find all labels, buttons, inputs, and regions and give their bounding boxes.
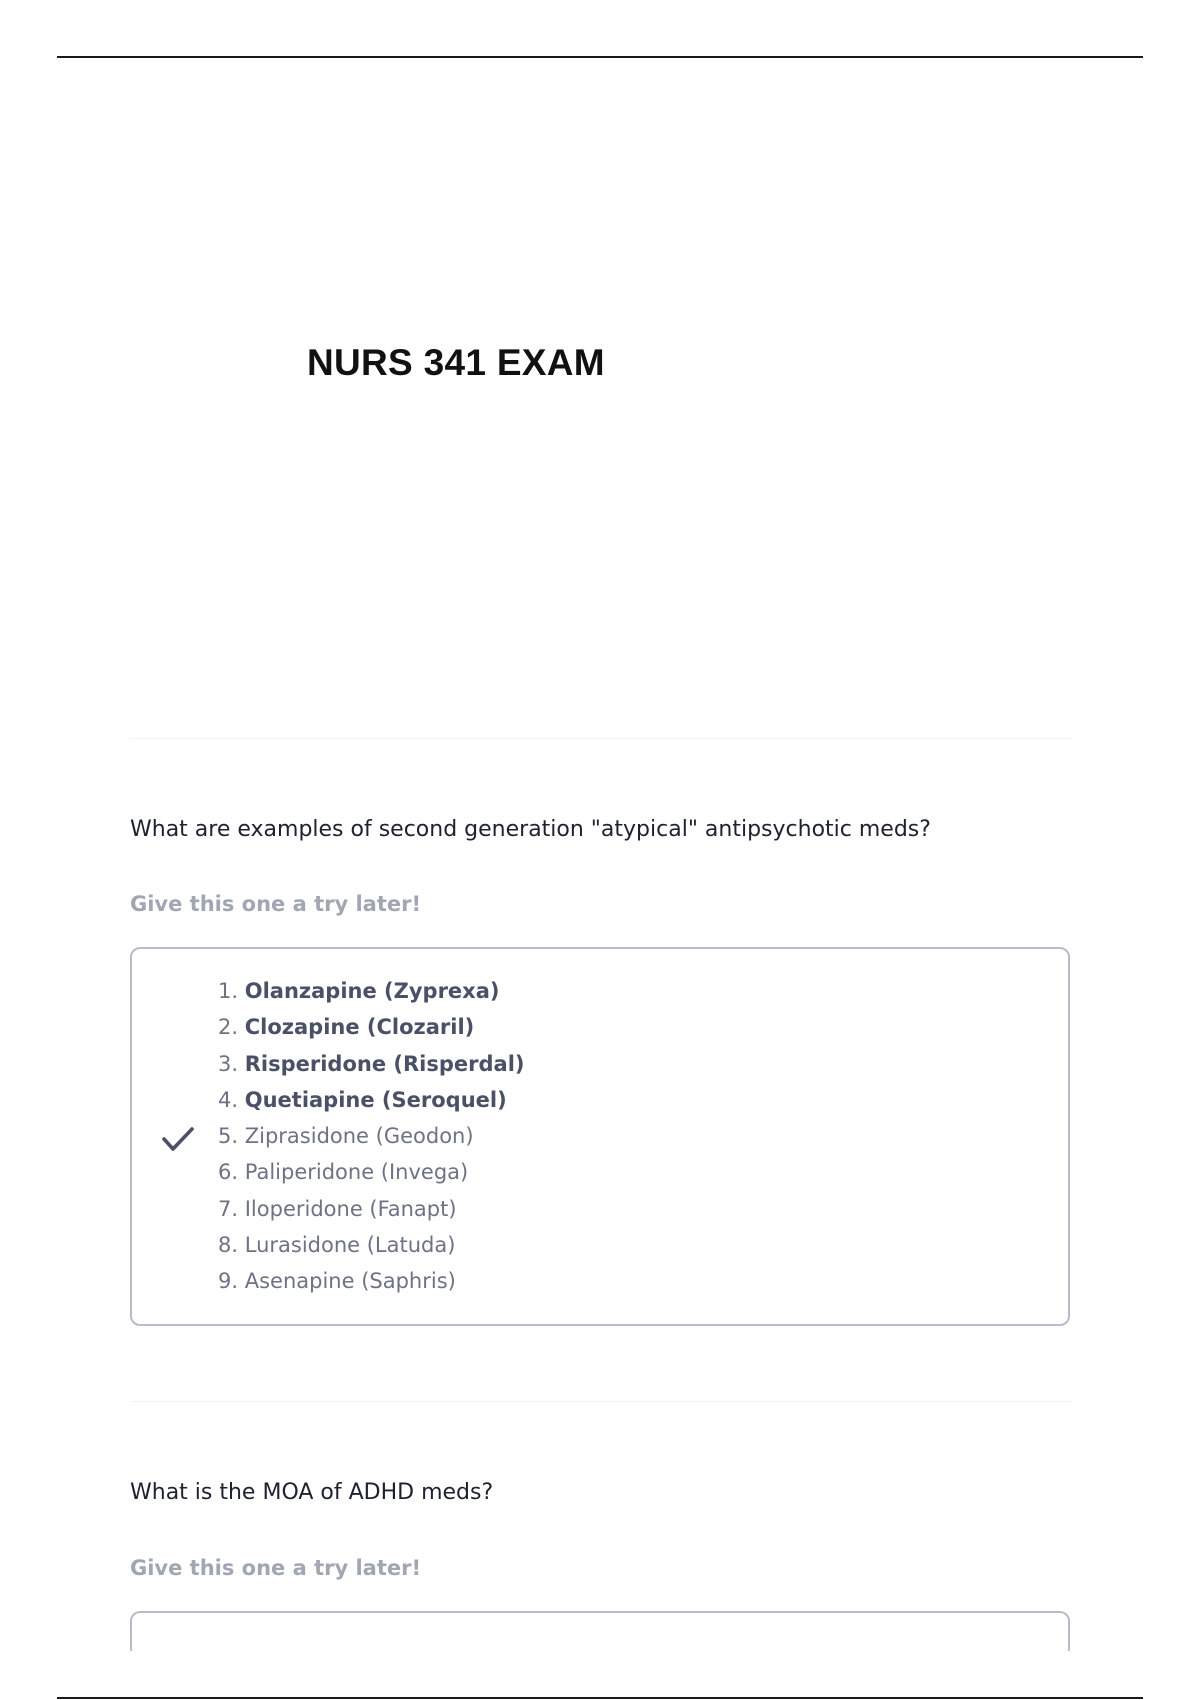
page-bottom-rule	[57, 1697, 1143, 1699]
page-top-rule	[57, 56, 1143, 58]
section-divider	[130, 738, 1072, 739]
answer-item: 5. Ziprasidone (Geodon)	[218, 1124, 474, 1149]
section-divider	[130, 1401, 1072, 1402]
answer-item: 1. Olanzapine (Zyprexa)	[218, 979, 500, 1003]
answer-list	[218, 973, 525, 1300]
answer-item: 7. Iloperidone (Fanapt)	[218, 1196, 457, 1221]
answer-item: 3. Risperidone (Risperdal)	[218, 1051, 525, 1076]
answer-card[interactable]	[130, 1611, 1070, 1651]
answer-item: 6. Paliperidone (Invega)	[218, 1160, 469, 1185]
try-later-hint[interactable]: Give this one a try later!	[130, 1556, 422, 1580]
answer-item: 9. Asenapine (Saphris)	[218, 1269, 456, 1294]
try-later-hint[interactable]: Give this one a try later!	[130, 892, 422, 916]
answer-item: 8. Lurasidone (Latuda)	[218, 1233, 456, 1258]
answer-item: 2. Clozapine (Clozaril)	[218, 1015, 475, 1040]
answer-card[interactable]	[130, 947, 1070, 1326]
question-text: What are examples of second generation "atypical" antipsychotic meds?	[130, 817, 931, 842]
document-title: NURS 341 EXAM	[307, 342, 605, 383]
checkmark-icon	[160, 1124, 196, 1154]
question-text: What is the MOA of ADHD meds?	[130, 1480, 494, 1505]
answer-item: 4. Quetiapine (Seroquel)	[218, 1087, 507, 1112]
